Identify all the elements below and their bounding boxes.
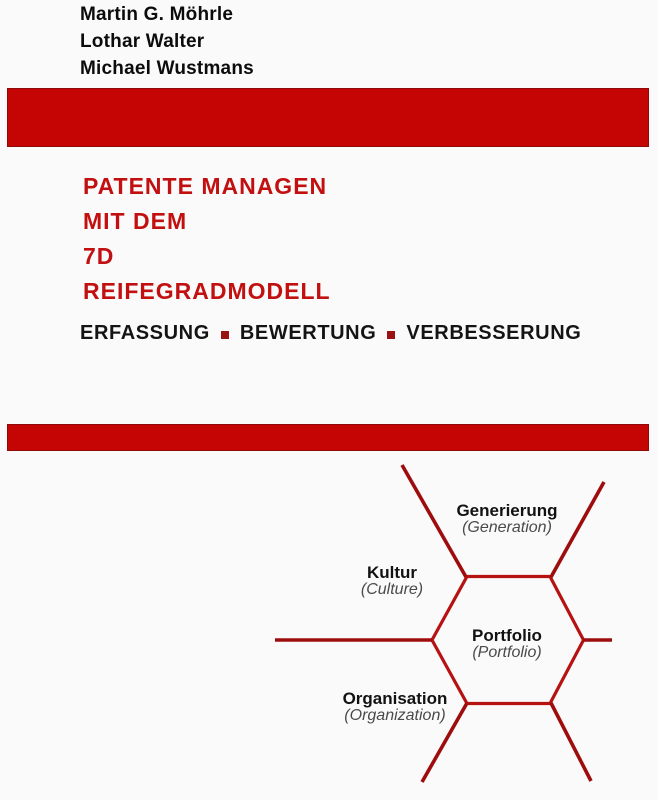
diagram-label-generierung (456, 502, 557, 536)
title-line: REIFEGRADMODELL (83, 278, 331, 304)
author-name: Martin G. Möhrle (80, 4, 234, 25)
subtitle-word: BEWERTUNG (239, 322, 377, 344)
spoke-line-bottom-right (551, 703, 591, 781)
title-line: PATENTE MANAGEN (83, 173, 328, 199)
subtitle-word: VERBESSERUNG (406, 322, 582, 344)
author-name: Michael Wustmans (80, 58, 254, 79)
diagram-label-kultur (361, 564, 423, 598)
subtitle-word: ERFASSUNG (80, 322, 210, 344)
diagram-label-portfolio (472, 627, 542, 661)
title-line: MIT DEM (83, 208, 188, 234)
label-en: (Portfolio) (472, 644, 542, 661)
label-de: Organisation (342, 689, 448, 708)
diagram-label-organisation (343, 690, 448, 724)
author-name: Lothar Walter (80, 31, 205, 52)
label-en: (Generation) (462, 519, 552, 536)
label-de: Generierung (456, 501, 558, 520)
title-line: 7D (83, 243, 115, 269)
label-de: Kultur (366, 563, 418, 582)
spoke-line-top-right (551, 482, 604, 577)
label-en: (Culture) (360, 581, 424, 598)
label-en: (Organization) (344, 707, 446, 724)
label-de: Portfolio (472, 626, 542, 645)
